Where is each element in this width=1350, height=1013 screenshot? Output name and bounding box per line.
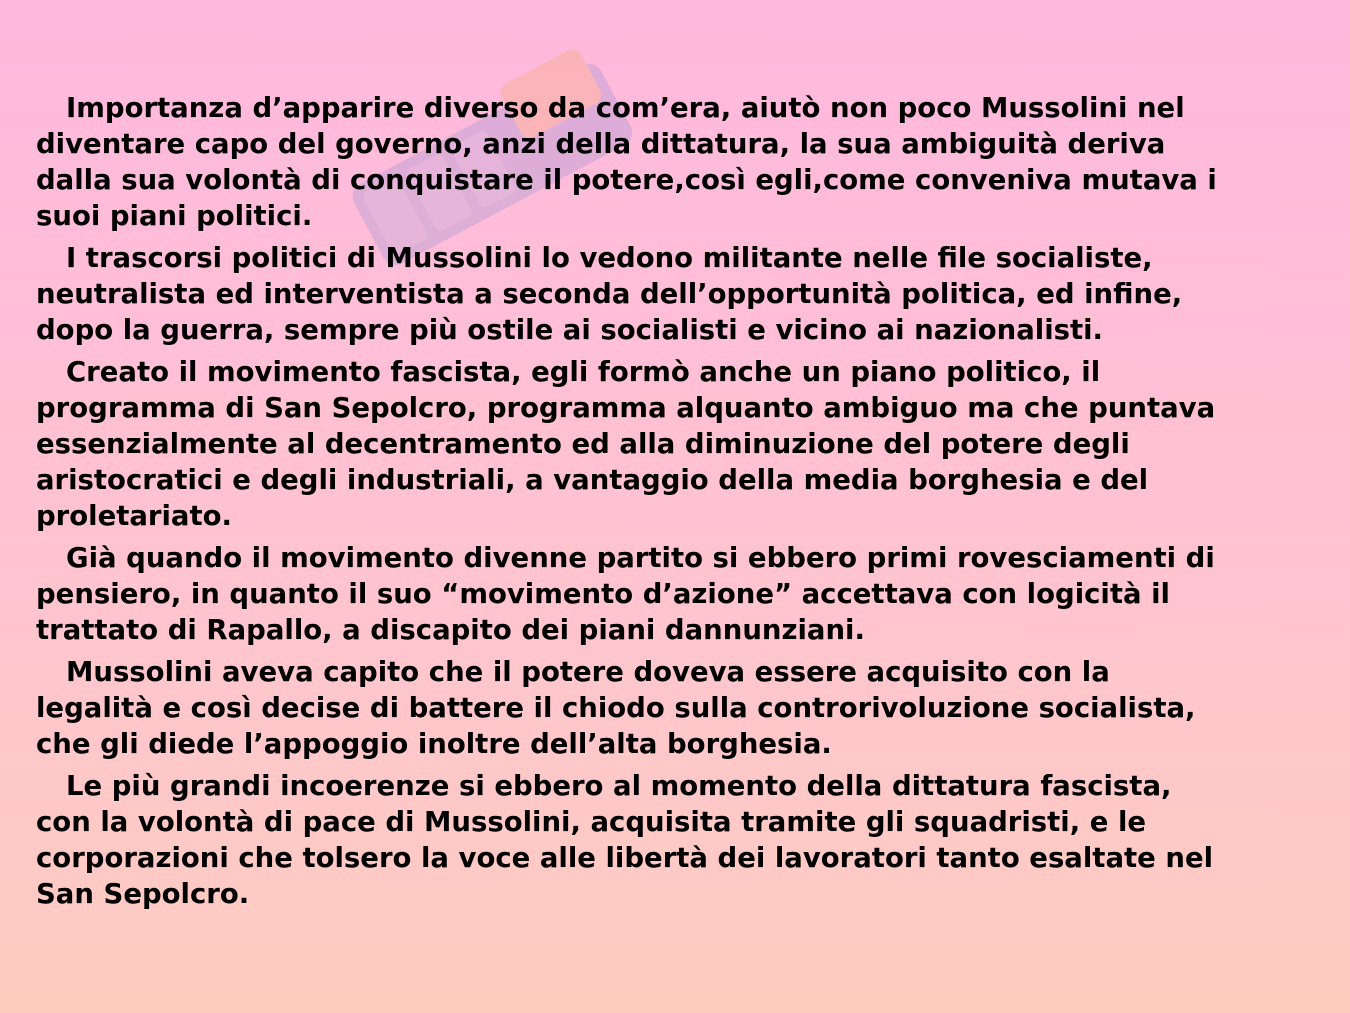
paragraph-1 bbox=[36, 90, 1326, 234]
text-line: Le più grandi incoerenze si ebbero al momento della dittatura fascista, bbox=[66, 770, 1172, 802]
text-line: aristocratici e degli industriali, a vantaggio della media borghesia e del bbox=[36, 464, 1149, 496]
paragraph-6 bbox=[36, 768, 1326, 912]
text-line: programma di San Sepolcro, programma alquanto ambiguo ma che puntava bbox=[36, 392, 1216, 424]
text-line: Creato il movimento fascista, egli formò anche un piano politico, il bbox=[66, 356, 1101, 388]
text-line: trattato di Rapallo, a discapito dei piani dannunziani. bbox=[36, 614, 865, 646]
text-line: Importanza d’apparire diverso da com’era, aiutò non poco Mussolini nel bbox=[66, 92, 1185, 124]
text-line: che gli diede l’appoggio inoltre dell’alta borghesia. bbox=[36, 728, 832, 760]
text-line: dalla sua volontà di conquistare il potere,così egli,come conveniva mutava i bbox=[36, 164, 1217, 196]
text-line: essenzialmente al decentramento ed alla diminuzione del potere degli bbox=[36, 428, 1130, 460]
text-line: proletariato. bbox=[36, 500, 232, 532]
slide-body bbox=[36, 90, 1326, 918]
text-line: dopo la guerra, sempre più ostile ai socialisti e vicino ai nazionalisti. bbox=[36, 314, 1104, 346]
text-line: I trascorsi politici di Mussolini lo vedono militante nelle file socialiste, bbox=[66, 242, 1153, 274]
text-line: suoi piani politici. bbox=[36, 200, 313, 232]
paragraph-2 bbox=[36, 240, 1326, 348]
text-line: Mussolini aveva capito che il potere doveva essere acquisito con la bbox=[66, 656, 1110, 688]
paragraph-5 bbox=[36, 654, 1326, 762]
text-line: diventare capo del governo, anzi della dittatura, la sua ambiguità deriva bbox=[36, 128, 1166, 160]
text-line: corporazioni che tolsero la voce alle libertà dei lavoratori tanto esaltate nel bbox=[36, 842, 1214, 874]
text-line: San Sepolcro. bbox=[36, 878, 250, 910]
text-line: pensiero, in quanto il suo “movimento d’azione” accettava con logicità il bbox=[36, 578, 1170, 610]
text-line: neutralista ed interventista a seconda dell’opportunità politica, ed infine, bbox=[36, 278, 1183, 310]
text-line: legalità e così decise di battere il chiodo sulla controrivoluzione socialista, bbox=[36, 692, 1196, 724]
paragraph-4 bbox=[36, 540, 1326, 648]
paragraph-3 bbox=[36, 354, 1326, 534]
text-line: con la volontà di pace di Mussolini, acquisita tramite gli squadristi, e le bbox=[36, 806, 1147, 838]
text-line: Già quando il movimento divenne partito si ebbero primi rovesciamenti di bbox=[66, 542, 1215, 574]
